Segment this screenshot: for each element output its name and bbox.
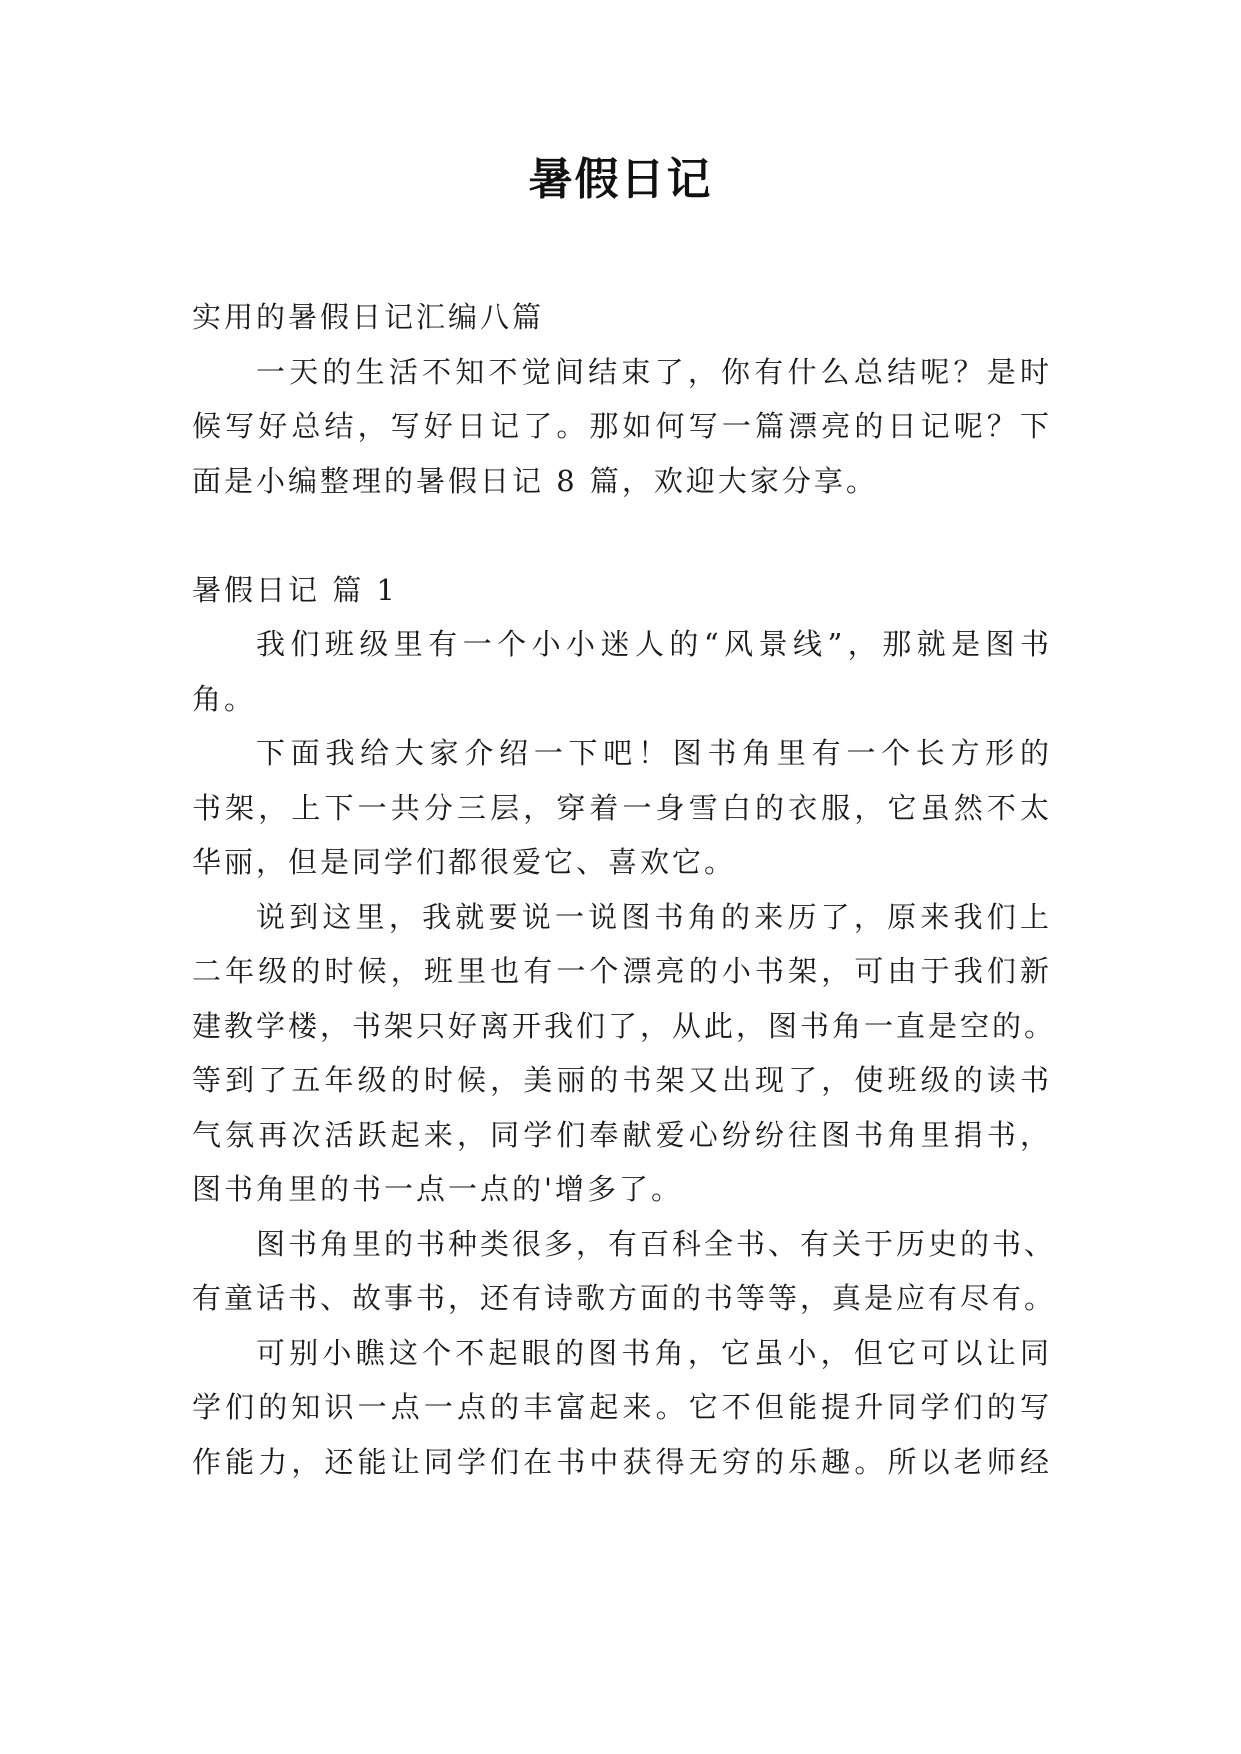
text-line: 面是小编整理的暑假日记 8 篇，欢迎大家分享。: [192, 463, 878, 498]
text-line: 气氛再次活跃起来，同学们奉献爱心纷纷往图书角里捐书，: [192, 1117, 1052, 1152]
text-line: 作能力，还能让同学们在书中获得无穷的乐趣。所以老师经: [192, 1444, 1052, 1479]
text-line: 角。: [192, 681, 257, 716]
text-line: 学们的知识一点一点的丰富起来。它不但能提升同学们的写: [192, 1390, 1052, 1424]
text-line: 下面我给大家介绍一下吧！图书角里有一个长方形的: [256, 736, 1052, 770]
text-line: 图书角里的书一点一点的'增多了。: [192, 1172, 683, 1206]
text-line: 实用的暑假日记汇编八篇: [192, 300, 545, 334]
text-line: 等到了五年级的时候，美丽的书架又出现了，使班级的读书: [192, 1063, 1052, 1097]
text-line: 图书角里的书种类很多，有百科全书、有关于历史的书、: [256, 1226, 1057, 1261]
text-line: 我们班级里有一个小小迷人的“风景线”，那就是图书: [256, 627, 1052, 661]
text-line: 书架，上下一共分三层，穿着一身雪白的衣服，它虽然不太: [192, 790, 1052, 825]
text-line: 可别小瞧这个不起眼的图书角，它虽小，但它可以让同: [256, 1335, 1052, 1370]
paragraph-gap: [192, 508, 1052, 563]
text-line: 说到这里，我就要说一说图书角的来历了，原来我们上: [256, 899, 1052, 934]
text-line: 二年级的时候，班里也有一个漂亮的小书架，可由于我们新: [192, 954, 1052, 988]
text-line: 一天的生活不知不觉间结束了，你有什么总结呢？是时: [256, 354, 1052, 389]
text-line: 有童话书、故事书，还有诗歌方面的书等等，真是应有尽有。: [192, 1281, 1057, 1315]
text-line: 暑假日记 篇 1: [192, 572, 398, 607]
text-line: 候写好总结，写好日记了。那如何写一篇漂亮的日记呢？下: [192, 409, 1052, 443]
page-title: 暑假日记: [528, 154, 713, 205]
text-line: 建教学楼，书架只好离开我们了，从此，图书角一直是空的。: [192, 1008, 1057, 1043]
text-line: 华丽，但是同学们都很爱它、喜欢它。: [192, 845, 737, 879]
document-body: [192, 290, 1057, 1489]
